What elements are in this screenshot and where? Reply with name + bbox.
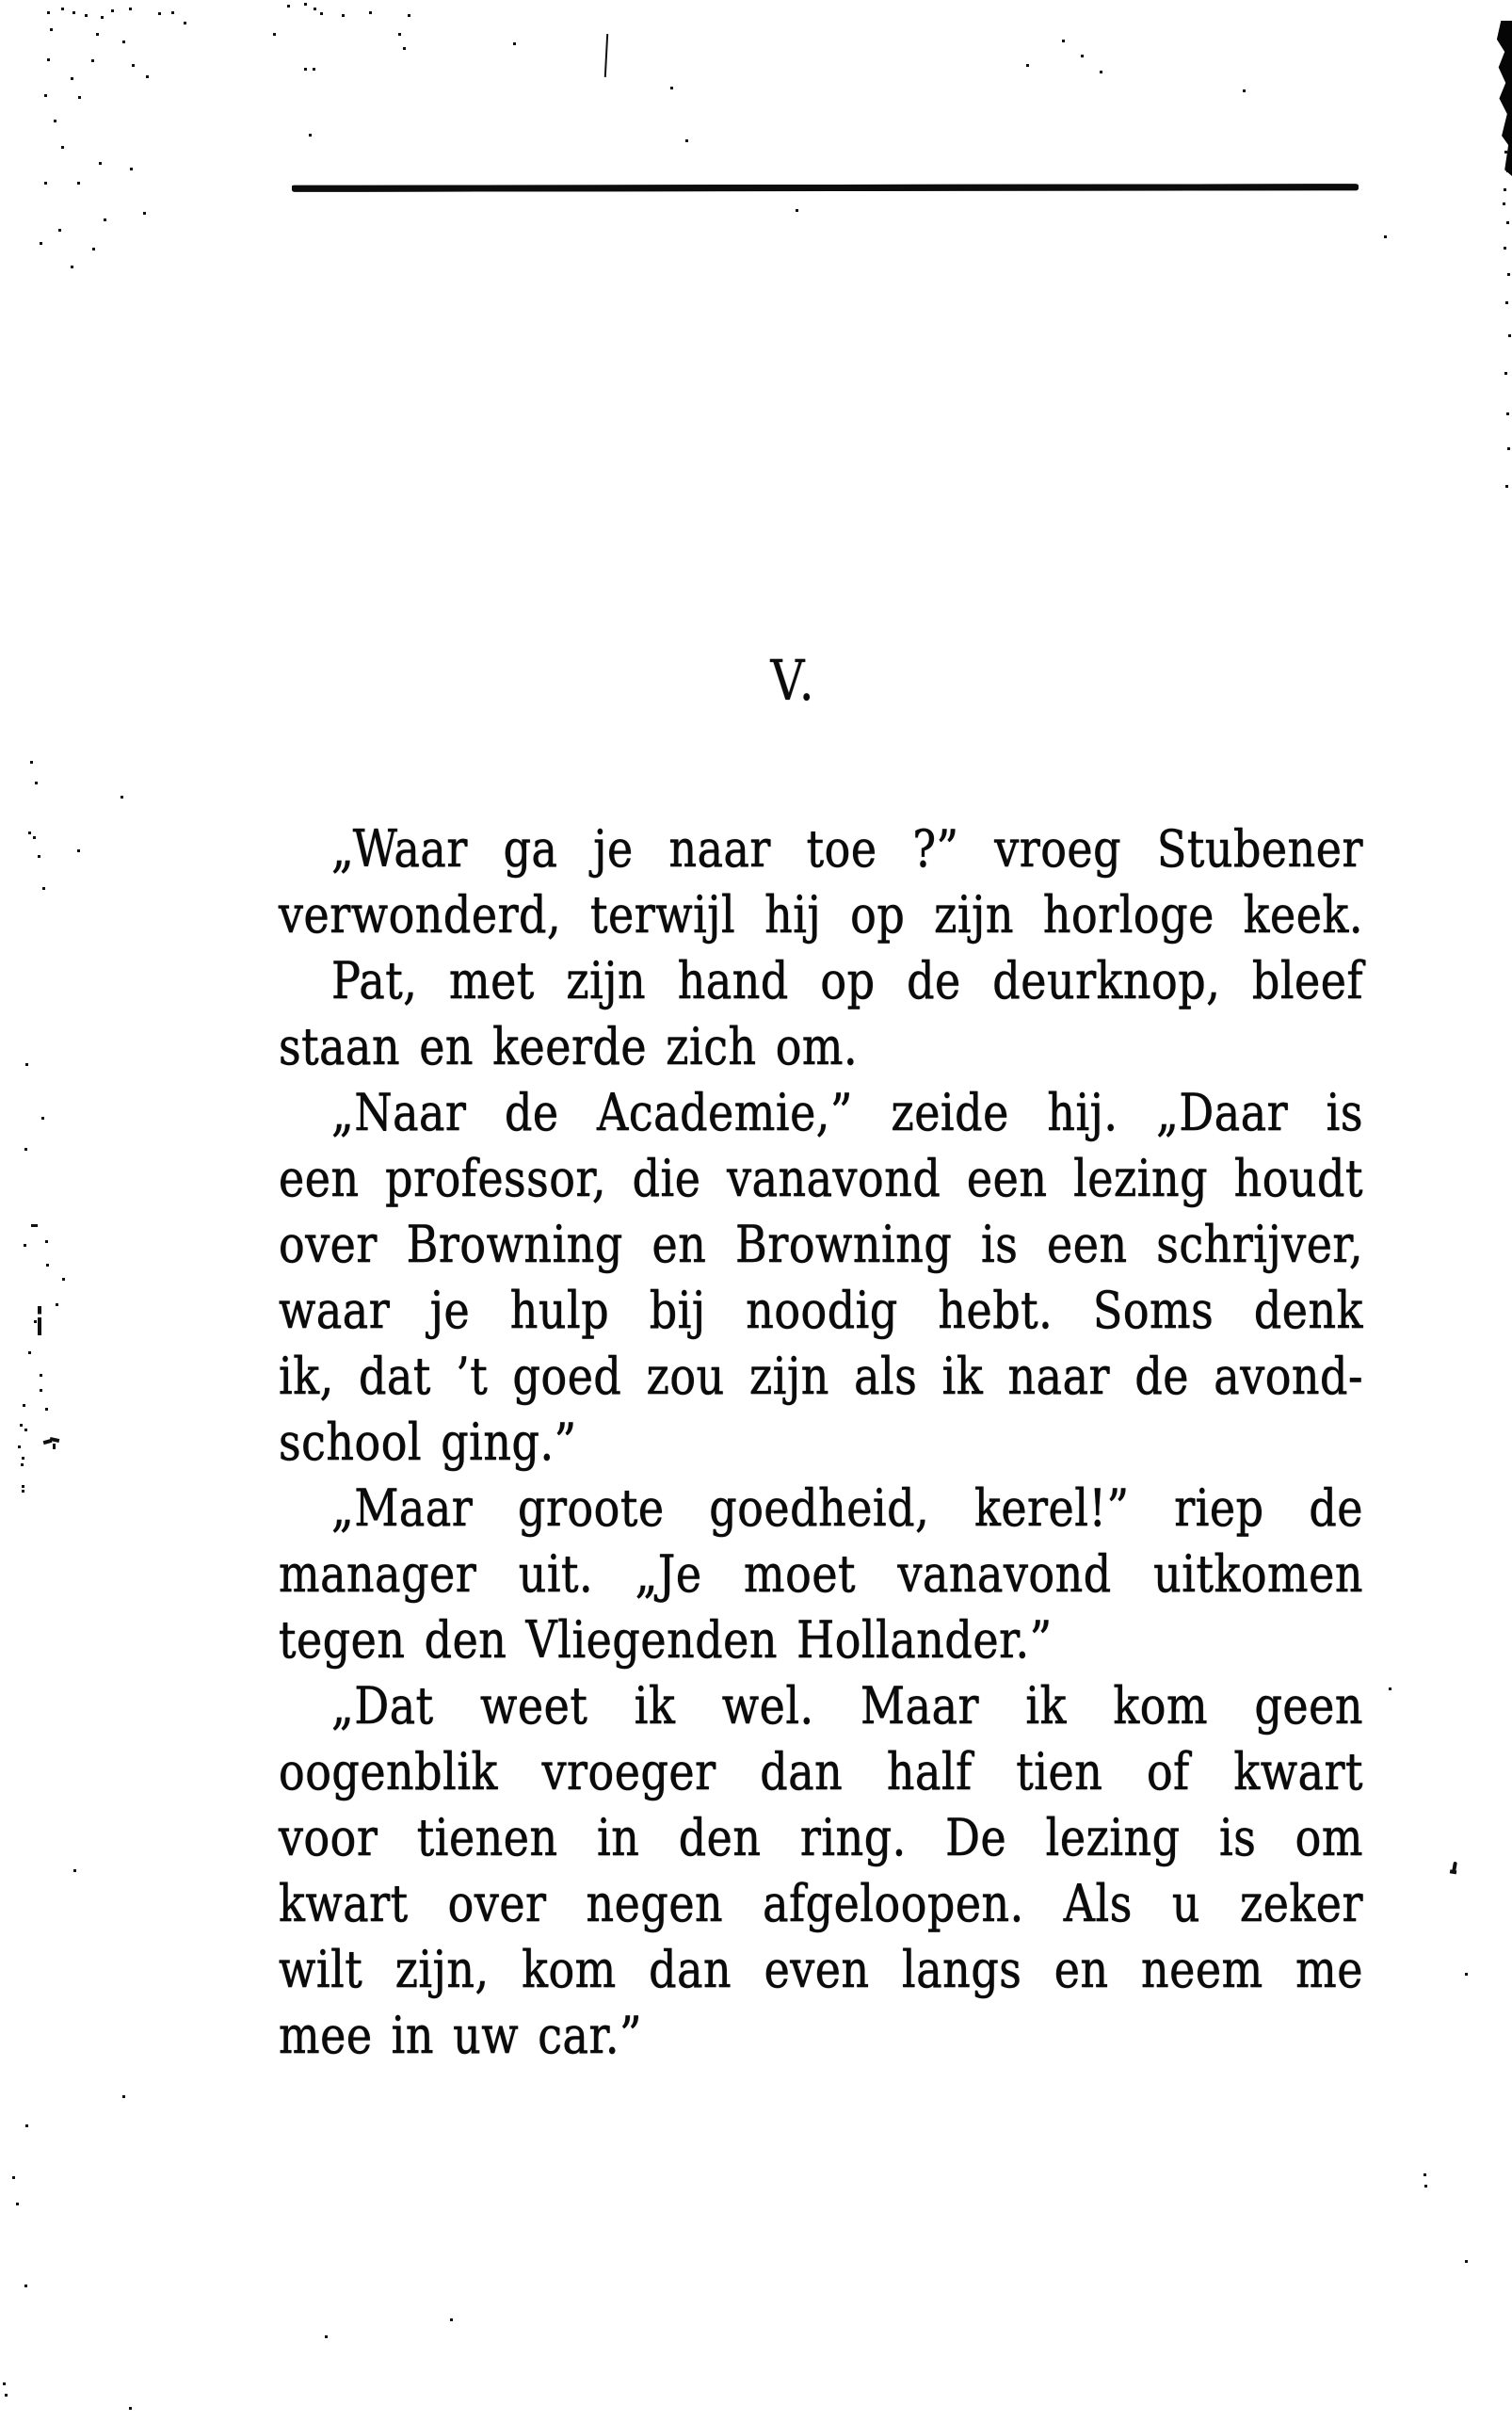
header-rule (292, 184, 1359, 192)
text-line: „Maar groote goedheid, kerel!” riep de (331, 1477, 1363, 1538)
text-line: „Naar de Academie,” zeide hij. „Daar is (331, 1082, 1363, 1142)
text-line: oogenblik vroeger dan half tien of kwart (279, 1741, 1363, 1801)
text-line: voor tienen in den ring. De lezing is om (279, 1807, 1363, 1867)
text-line: een professor, die vanavond een lezing houdt (279, 1148, 1363, 1208)
text-line: ik, dat ’t goed zou zijn als ik naar de avond- (279, 1346, 1363, 1406)
text-line: tegen den Vliegenden Hollander.” (279, 1609, 1053, 1670)
margin-scribble-artifact (43, 1437, 62, 1448)
margin-tick-artifact (38, 1306, 41, 1335)
text-line: verwonderd, terwijl hij op zijn horloge keek. (279, 884, 1363, 945)
scan-noise-specks (0, 0, 3, 3)
text-line: mee in uw car.” (279, 2005, 643, 2065)
text-line: Pat, met zijn hand op de deurknop, bleef (331, 950, 1363, 1010)
text-line: „Dat weet ik wel. Maar ik kom geen (331, 1675, 1363, 1736)
text-line: waar je hulp bij noodig hebt. Soms denk (279, 1280, 1363, 1340)
text-line: staan en keerde zich om. (279, 1016, 859, 1076)
text-line: „Waar ga je naar toe ?” vroeg Stubener (331, 818, 1363, 879)
margin-ink-mark-artifact (1452, 1862, 1457, 1873)
margin-dash-artifact (31, 1224, 38, 1227)
text-line: wilt zijn, kom dan even langs en neem me (279, 1939, 1363, 1999)
body-text (279, 815, 1363, 2068)
text-line: over Browning en Browning is een schrijver, (279, 1214, 1363, 1274)
scan-edge-blob-artifact (1488, 21, 1512, 176)
scan-hairline-artifact (604, 34, 608, 77)
text-line: manager uit. „Je moet vanavond uitkomen (279, 1543, 1363, 1604)
text-line: school ging.” (279, 1412, 577, 1472)
chapter-heading: V. (770, 648, 817, 714)
text-line: kwart over negen afgeloopen. Als u zeker (279, 1873, 1363, 1933)
